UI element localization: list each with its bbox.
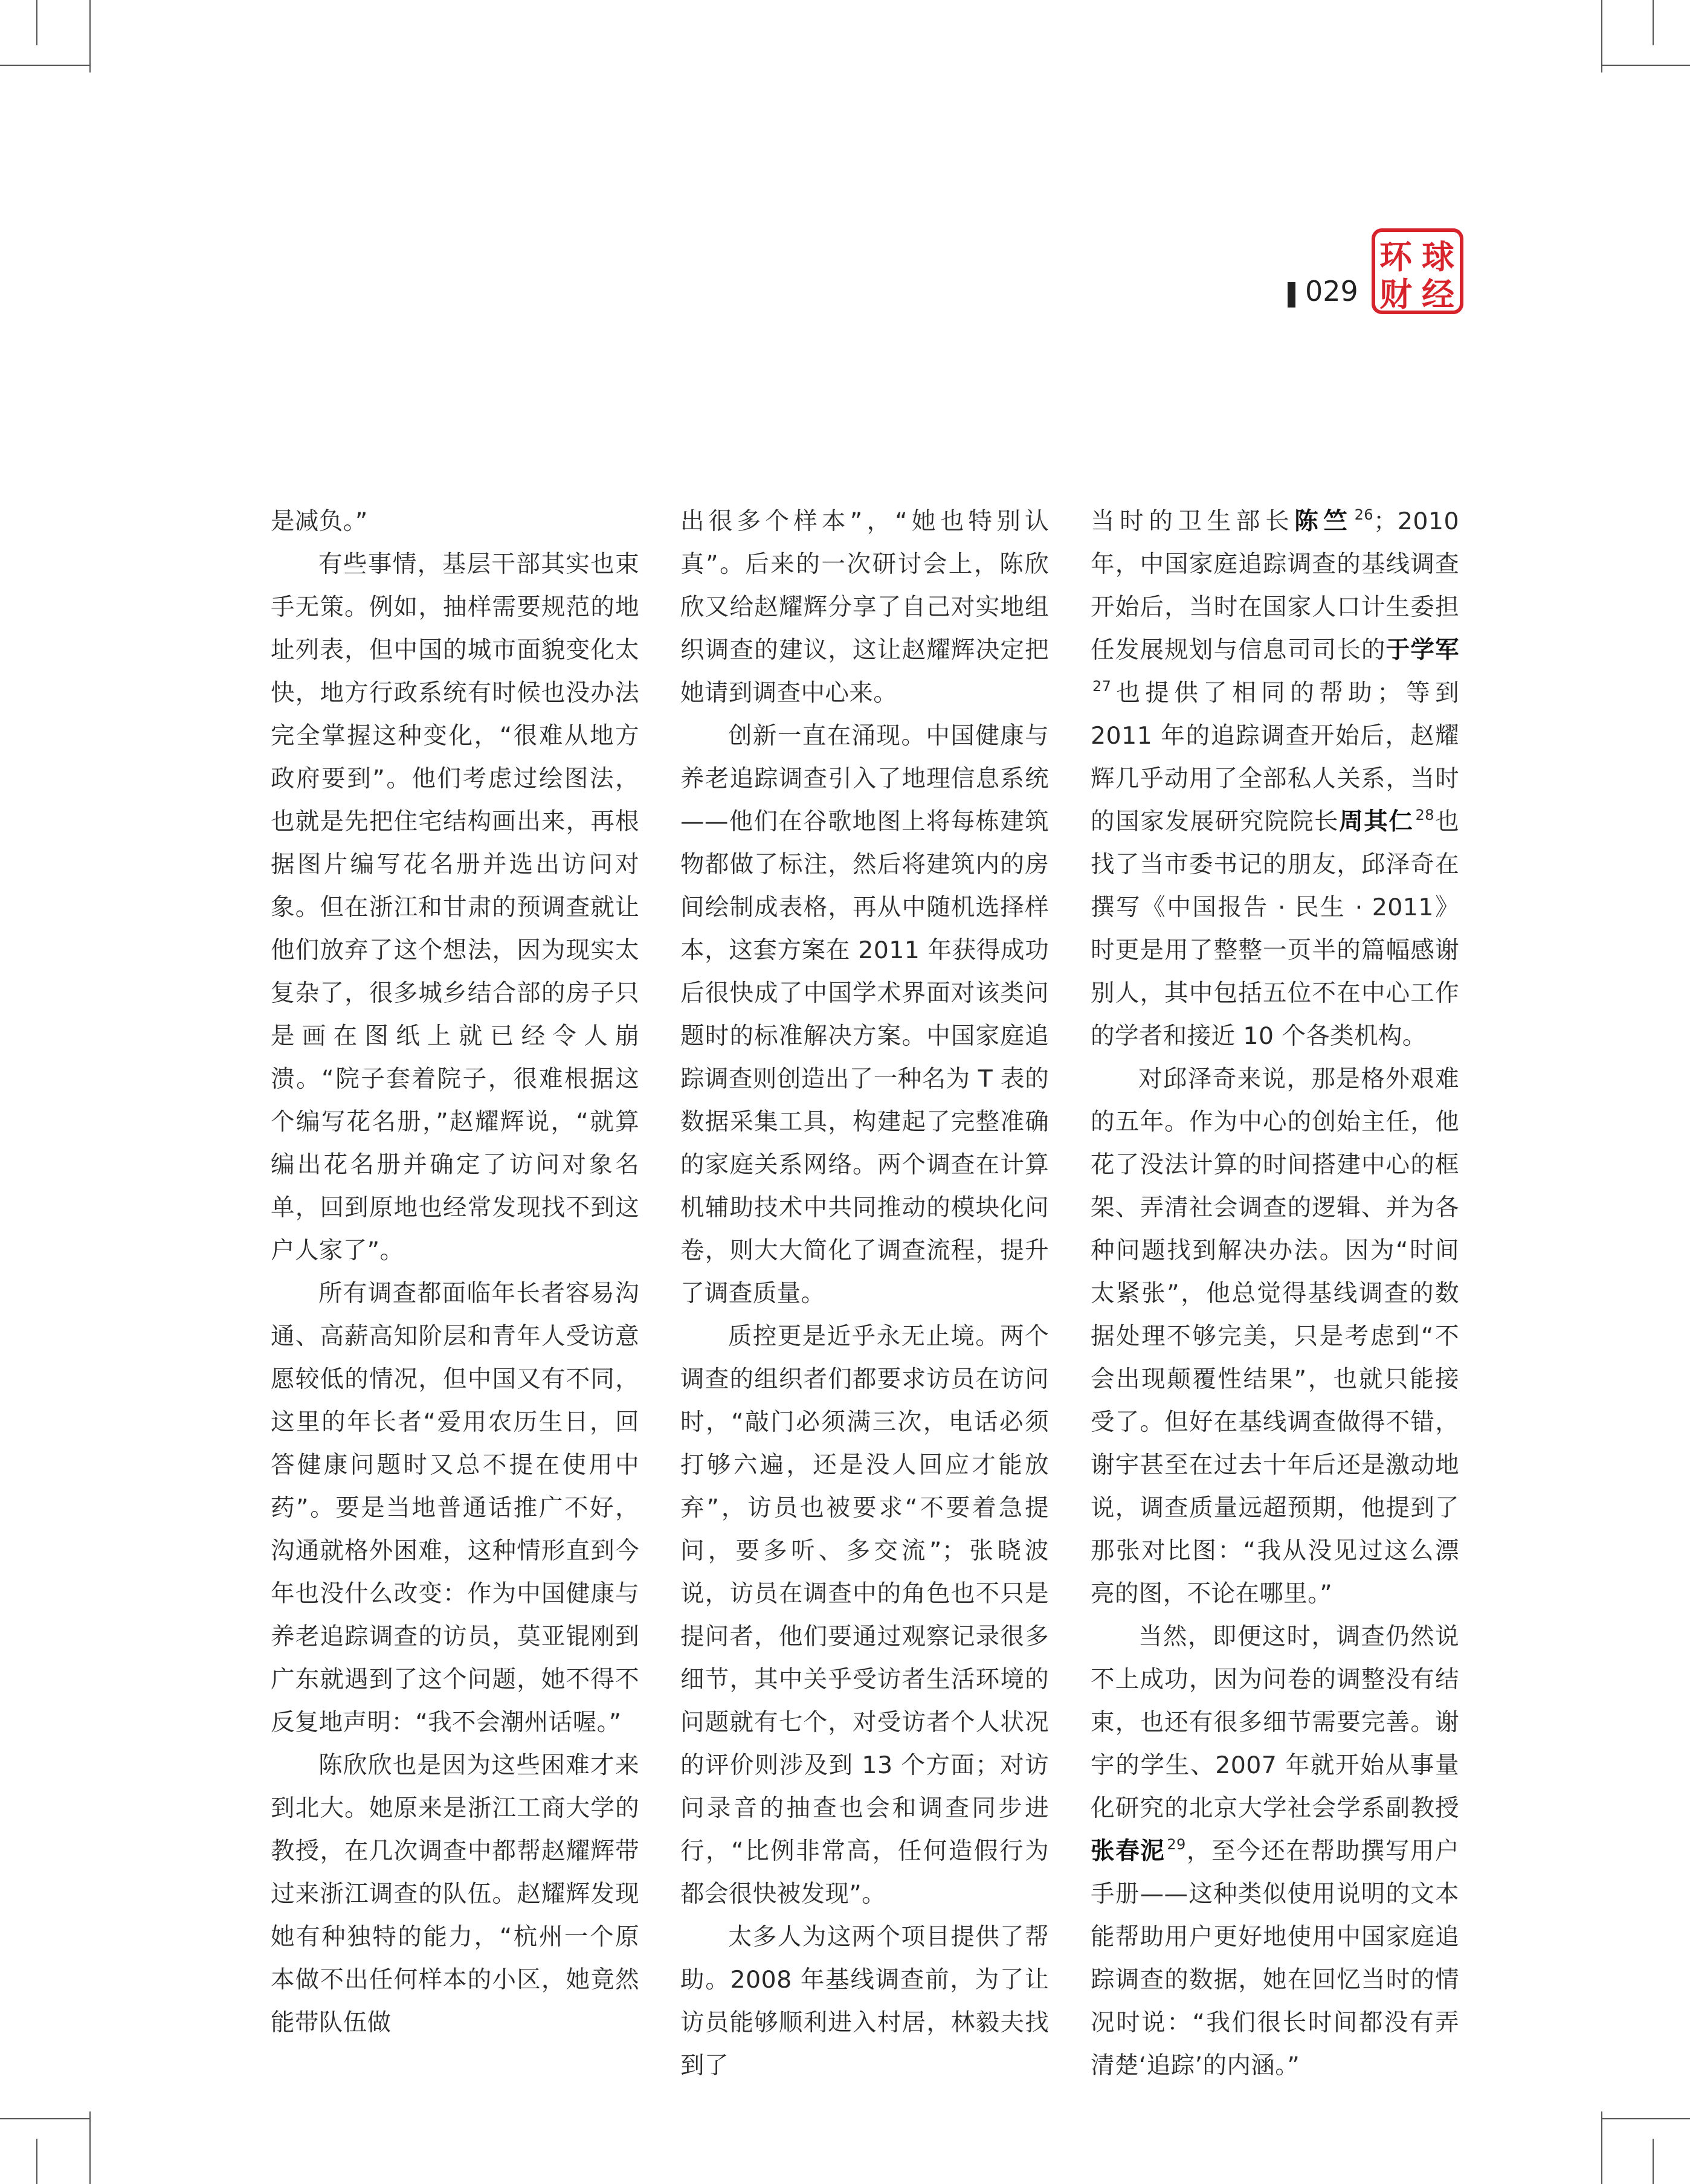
person-name: 周其仁	[1339, 808, 1414, 836]
crop-mark	[1601, 2112, 1602, 2184]
paragraph: 所有调查都面临年长者容易沟通、高薪高知阶层和青年人受访意愿较低的情况，但中国又有不同，这里的年长者“爱用农历生日，回答健康问题时又总不提在使用中药”。要是当地普通话推广不好，沟通就格外困难，这种情形直到今年也没什么改变：作为中国健康与养老追踪调查的访员，莫亚锟刚到广东就遇到了这个问题，她不得不反复地声明：“我不会潮州话喔。”	[271, 1280, 639, 1736]
crop-mark	[1653, 2139, 1654, 2184]
crop-mark	[0, 2118, 89, 2119]
crop-mark	[1601, 65, 1690, 66]
paragraph: 是减负。”	[271, 507, 368, 535]
paragraph	[1091, 1615, 1459, 2087]
page-number: 029	[1305, 275, 1358, 308]
footnote-ref: 29	[1167, 1836, 1186, 1853]
text-run: 当时的卫生部长	[1091, 507, 1295, 535]
seal-char-1: 环	[1379, 238, 1412, 276]
article-column-3	[1091, 500, 1459, 2087]
seal-char-2: 球	[1422, 238, 1454, 276]
crop-mark	[89, 0, 91, 72]
page-number-bar	[1288, 282, 1295, 308]
crop-mark	[36, 0, 37, 45]
paragraph: 出很多个样本”，“她也特别认真”。后来的一次研讨会上，陈欣欣又给赵耀辉分享了自己对实地组织调查的建议，这让赵耀辉决定把她请到调查中心来。	[680, 507, 1049, 707]
paragraph	[1091, 500, 1459, 1058]
crop-mark	[89, 2112, 91, 2184]
text-run: 也提供了相同的帮助；等到 2011 年的追踪调查开始后，赵耀辉几乎动用了全部私人关系，当时的国家发展研究院院长	[1091, 679, 1459, 836]
footnote-ref: 28	[1415, 807, 1434, 823]
seal-char-4: 经	[1422, 275, 1454, 314]
paragraph: 质控更是近乎永无止境。两个调查的组织者们都要求访员在访问时，“敲门必须满三次，电话必须打够六遍，还是没人回应才能放弃”，访员也被要求“不要着急提问，要多听、多交流”；张晓波说，访员在调查中的角色也不只是提问者，他们要通过观察记录很多细节，其中关乎受访者生活环境的问题就有七个，对受访者个人状况的评价则涉及到 13 个方面；对访问录音的抽查也会和调查同步进行，“比例非常高，任何造假行为都会很快被发现”。	[680, 1322, 1049, 1908]
paragraph: 有些事情，基层干部其实也束手无策。例如，抽样需要规范的地址列表，但中国的城市面貌变化太快，地方行政系统有时候也没办法完全掌握这种变化，“很难从地方政府要到”。他们考虑过绘图法，也就是先把住宅结构画出来，再根据图片编写花名册并选出访问对象。但在浙江和甘肃的预调查就让他们放弃了这个想法，因为现实太复杂了，很多城乡结合部的房子只是画在图纸上就已经令人崩溃。“院子套着院子，很难根据这个编写花名册，”赵耀辉说，“就算编出花名册并确定了访问对象名单，回到原地也经常发现找不到这户人家了”。	[271, 550, 639, 1264]
person-name: 张春泥	[1091, 1837, 1166, 1865]
text-run: ；2010 年，中国家庭追踪调查的基线调查开始后，当时在国家人口计生委担任发展规划与信息司司长的	[1091, 507, 1459, 664]
person-name: 陈竺	[1294, 507, 1353, 535]
crop-mark	[36, 2139, 37, 2184]
article-column-1	[271, 500, 639, 2044]
seal-char-3: 财	[1379, 275, 1412, 314]
crop-mark	[1653, 0, 1654, 45]
paragraph: 陈欣欣也是因为这些困难才来到北大。她原来是浙江工商大学的教授，在几次调查中都帮赵耀辉带过来浙江调查的队伍。赵耀辉发现她有种独特的能力，“杭州一个原本做不出任何样本的小区，她竟然能带队伍做	[271, 1751, 639, 2037]
crop-mark	[1601, 0, 1602, 72]
crop-mark	[1601, 2118, 1690, 2119]
footnote-ref: 27	[1092, 678, 1112, 695]
text-run: 也找了当市委书记的朋友，邱泽奇在撰写《中国报告 · 民生 · 2011》时更是用了整整一页半的篇幅感谢别人，其中包括五位不在中心工作的学者和接近 10 个各类机构。	[1091, 808, 1460, 1050]
crop-mark	[0, 65, 89, 66]
text-run: ，至今还在帮助撰写用户手册——这种类似使用说明的文本能帮助用户更好地使用中国家庭追踪调查的数据，她在回忆当时的情况时说：“我们很长时间都没有弄清楚‘追踪’的内涵。”	[1091, 1837, 1459, 2079]
paragraph: 创新一直在涌现。中国健康与养老追踪调查引入了地理信息系统——他们在谷歌地图上将每栋建筑物都做了标注，然后将建筑内的房间绘制成表格，再从中随机选择样本，这套方案在 2011 年获得成功后很快成了中国学术界面对该类问题时的标准解决方案。中国家庭追踪调查则创造出了一种名为 T 表的数据采集工具，构建起了完整准确的家庭关系网络。两个调查在计算机辅助技术中共同推动的模块化问卷，则大大简化了调查流程，提升了调查质量。	[680, 722, 1049, 1307]
paragraph: 对邱泽奇来说，那是格外艰难的五年。作为中心的创始主任，他花了没法计算的时间搭建中心的框架、弄清社会调查的逻辑、并为各种问题找到解决办法。因为“时间太紧张”，他总觉得基线调查的数据处理不够完美，只是考虑到“不会出现颠覆性结果”，也就只能接受了。但好在基线调查做得不错，谢宇甚至在过去十年后还是激动地说，调查质量远超预期，他提到了那张对比图：“我从没见过这么漂亮的图，不论在哪里。”	[1091, 1065, 1459, 1608]
text-run: 当然，即便这时，调查仍然说不上成功，因为问卷的调整没有结束，也还有很多细节需要完善。谢宇的学生、2007 年就开始从事量化研究的北京大学社会学系副教授	[1091, 1623, 1459, 1822]
magazine-seal-logo	[1372, 228, 1463, 314]
person-name: 于学军	[1385, 636, 1459, 664]
paragraph: 太多人为这两个项目提供了帮助。2008 年基线调查前，为了让访员能够顺利进入村居，林毅夫找到了	[680, 1923, 1049, 2079]
article-column-2	[680, 500, 1049, 2087]
footnote-ref: 26	[1354, 506, 1373, 523]
